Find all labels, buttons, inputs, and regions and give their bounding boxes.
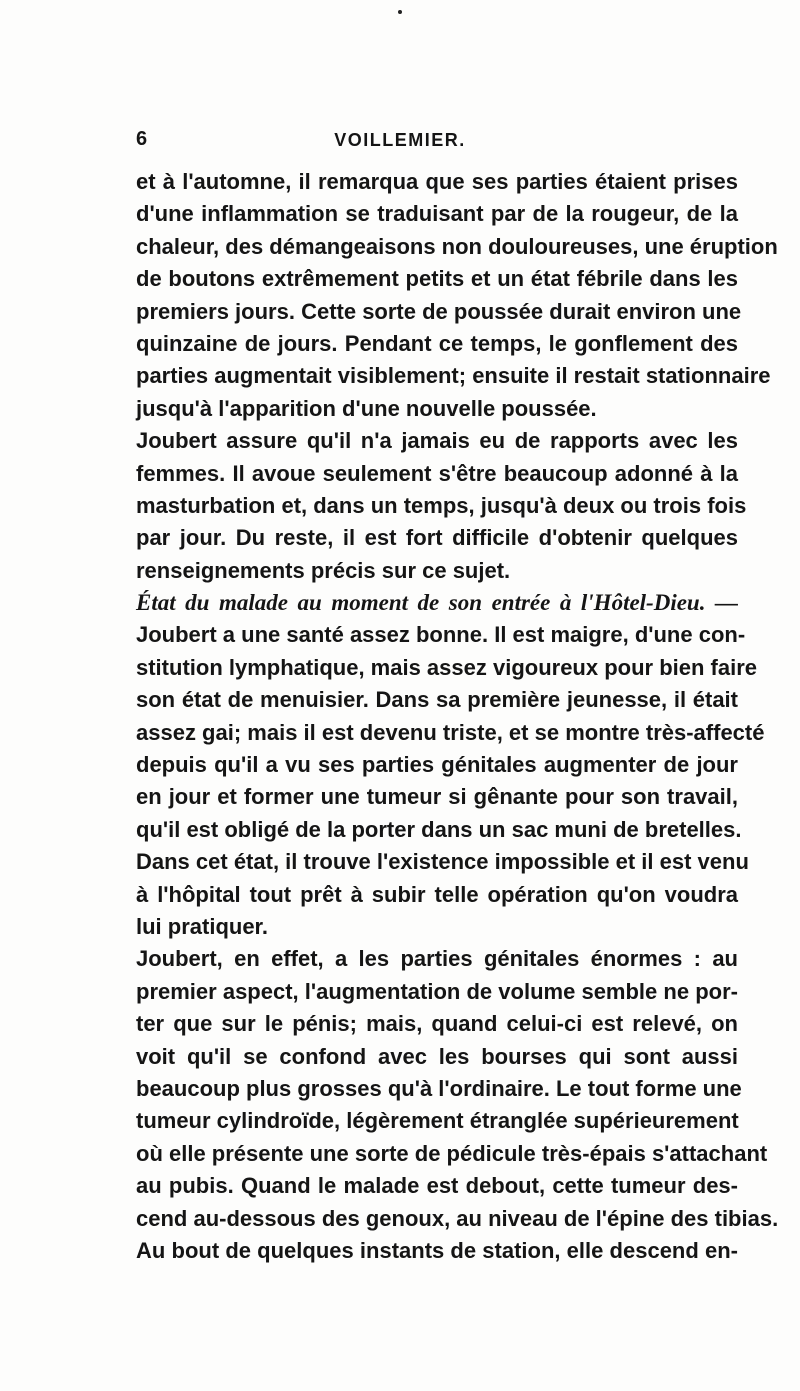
running-head (136, 128, 676, 158)
body-text (136, 166, 779, 1267)
text-line: voit qu'il se confond avec les bourses qui sont aussi (136, 1043, 738, 1069)
text-line: Joubert assure qu'il n'a jamais eu de rapports avec les (136, 428, 738, 454)
text-line: chaleur, des démangeaisons non douloureuses, une éruption (136, 233, 778, 259)
text-line: jusqu'à l'apparition d'une nouvelle poussée. (136, 395, 597, 421)
running-title: VOILLEMIER. (334, 130, 466, 150)
section-heading: État du malade au moment de son entrée à l'Hôtel-Dieu. — (136, 590, 738, 616)
text-line: cend au-dessous des genoux, au niveau de l'épine des tibias. (136, 1205, 779, 1231)
text-line: quinzaine de jours. Pendant ce temps, le gonflement des (136, 330, 738, 356)
text-line: et à l'automne, il remarqua que ses parties étaient prises (136, 169, 738, 194)
text-line: à l'hôpital tout prêt à subir telle opération qu'on voudra (136, 881, 738, 907)
text-line: parties augmentait visiblement; ensuite il restait stationnaire (136, 363, 771, 389)
text-line: beaucoup plus grosses qu'à l'ordinaire. Le tout forme une (136, 1075, 742, 1101)
text-line: depuis qu'il a vu ses parties génitales augmenter de jour (136, 752, 738, 778)
text-line: où elle présente une sorte de pédicule très-épais s'attachant (136, 1140, 768, 1166)
text-line: stitution lymphatique, mais assez vigoureux pour bien faire (136, 654, 758, 680)
text-line: de boutons extrêmement petits et un état fébrile dans les (136, 266, 738, 292)
text-line: tumeur cylindroïde, légèrement étranglée supérieurement (136, 1108, 739, 1134)
text-line: Joubert a une santé assez bonne. Il est maigre, d'une con- (136, 622, 746, 648)
text-line: assez gai; mais il est devenu triste, et se montre très-affecté (136, 719, 765, 745)
text-line: Au bout de quelques instants de station, elle descend en- (136, 1237, 738, 1263)
text-line: ter que sur le pénis; mais, quand celui-ci est relevé, on (136, 1011, 738, 1037)
text-line: masturbation et, dans un temps, jusqu'à deux ou trois fois (136, 492, 747, 518)
text-line: qu'il est obligé de la porter dans un sac muni de bretelles. (136, 816, 742, 842)
ink-speck (398, 10, 402, 14)
text-line: par jour. Du reste, il est fort difficile d'obtenir quelques (136, 525, 738, 551)
text-line: femmes. Il avoue seulement s'être beaucoup adonné à la (136, 460, 738, 486)
text-line: Dans cet état, il trouve l'existence impossible et il est venu (136, 849, 749, 875)
text-line: Joubert, en effet, a les parties génitales énormes : au (136, 946, 738, 972)
text-line: son état de menuisier. Dans sa première jeunesse, il était (136, 687, 738, 713)
text-line: lui pratiquer. (136, 913, 269, 939)
text-line: au pubis. Quand le malade est debout, cette tumeur des- (136, 1173, 738, 1199)
text-line: d'une inflammation se traduisant par de la rougeur, de la (136, 201, 738, 227)
text-line: en jour et former une tumeur si gênante pour son travail, (136, 784, 738, 810)
text-line: premiers jours. Cette sorte de poussée durait environ une (136, 298, 742, 324)
text-line: premier aspect, l'augmentation de volume semble ne por- (136, 978, 738, 1004)
text-line: renseignements précis sur ce sujet. (136, 557, 511, 583)
page-number: 6 (136, 128, 148, 150)
